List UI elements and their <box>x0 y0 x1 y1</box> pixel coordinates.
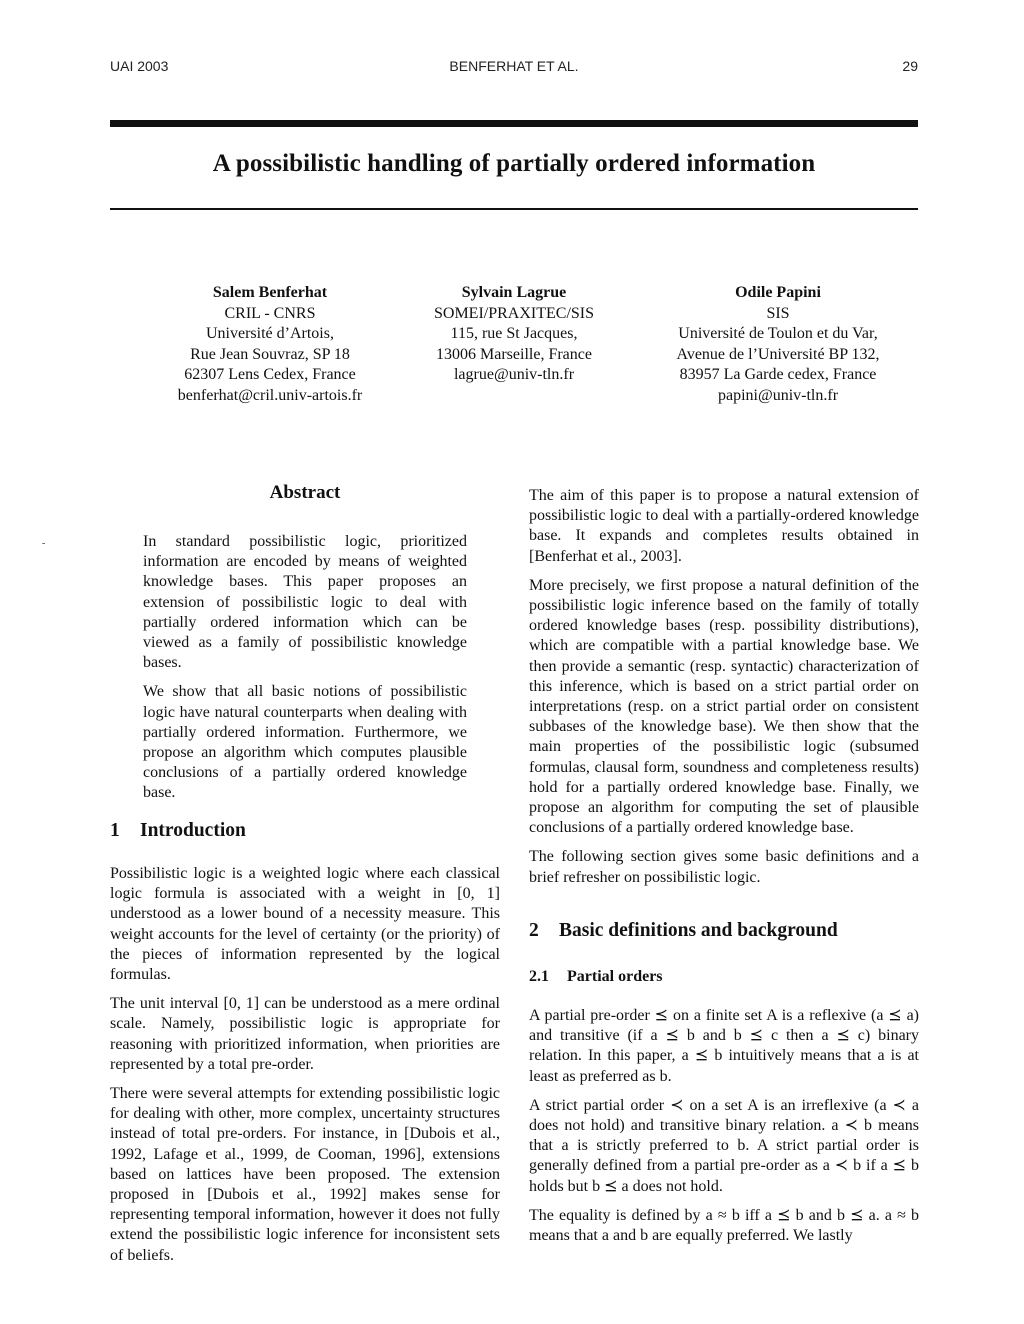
author-affiliation-line: SIS <box>766 304 790 322</box>
abstract-paragraph: In standard possibilistic logic, prioritized information are encoded by means of weighted knowledge bases. This paper proposes an extension of possibilistic logic to deal with partially ordered information which can be viewed as a family of possibilistic knowledge bases. <box>143 533 467 672</box>
author-address-line: Avenue de l’Université BP 132, <box>676 345 880 363</box>
author-affiliation-line: CRIL - CNRS <box>224 304 316 322</box>
author-name: Sylvain Lagrue <box>461 284 567 301</box>
header-authors: BENFERHAT ET AL. <box>449 58 579 74</box>
margin-mark: - <box>42 538 46 549</box>
introduction-body <box>110 864 500 1275</box>
subsection-number: 2.1 <box>529 968 549 985</box>
body-paragraph: The unit interval [0, 1] can be understood as a mere ordinal scale. Namely, possibilistic logic is appropriate for reasoning with prioritized information, when priorities are represented by a total pre-order. <box>110 995 500 1073</box>
author-name: Salem Benferhat <box>212 284 328 301</box>
body-paragraph: The aim of this paper is to propose a natural extension of possibilistic logic to deal with a partially-ordered knowledge base. It expands and completes results obtained in [Benferhat et al., 2003]. <box>529 487 919 565</box>
section-number: 1 <box>110 820 120 841</box>
subsection-title: Partial orders <box>567 968 663 985</box>
author-address-line: Rue Jean Souvraz, SP 18 <box>190 345 350 363</box>
author-email: papini@univ-tln.fr <box>717 386 839 404</box>
right-column-intro <box>529 486 919 897</box>
header-venue: UAI 2003 <box>110 58 169 74</box>
author-address-line: 62307 Lens Cedex, France <box>184 366 356 383</box>
section-title: Basic definitions and background <box>559 920 838 941</box>
section-heading-introduction <box>110 820 246 842</box>
body-paragraph: A partial pre-order ⪯ on a finite set A is a reflexive (a ⪯ a) and transitive (if a ⪯ b and b ⪯ c then a ⪯ c) binary relation. In this paper, a ⪯ b intuitively means that a is at least as preferred as b. <box>529 1007 919 1085</box>
title-bottom-rule <box>110 208 918 210</box>
partial-orders-body <box>529 1006 919 1255</box>
running-header <box>110 58 918 78</box>
title-top-rule <box>110 120 918 127</box>
author-name: Odile Papini <box>735 284 821 301</box>
abstract-heading: Abstract <box>269 482 341 503</box>
header-page-number: 29 <box>902 58 918 74</box>
author-email: benferhat@cril.univ-artois.fr <box>177 386 363 404</box>
section-heading-basic-definitions <box>529 920 838 942</box>
author-block-2 <box>384 283 644 386</box>
author-address-line: 13006 Marseille, France <box>436 345 592 363</box>
subsection-heading-partial-orders <box>529 968 663 986</box>
section-number: 2 <box>529 920 539 941</box>
body-paragraph: More precisely, we first propose a natural definition of the possibilistic logic inference based on the family of totally ordered knowledge bases (resp. possibility distributions), which are compatible with a partial knowledge base. We then provide a semantic (resp. syntactic) characterization of this inference, which is based on a strict partial order on interpretations (resp. on a strict partial order on consistent subbases of the knowledge base). We then show that the main properties of the possibilistic logic (subsumed formulas, clausal form, soundness and completeness results) hold for a partially ordered knowledge base. Finally, we propose an algorithm for computing the set of plausible conclusions of a partially ordered knowledge base. <box>529 576 919 837</box>
author-email: lagrue@univ-tln.fr <box>453 366 575 383</box>
author-block-3 <box>648 283 908 406</box>
author-address-line: 83957 La Garde cedex, France <box>679 366 877 383</box>
author-block-1 <box>140 283 400 406</box>
body-paragraph: The equality is defined by a ≈ b iff a ⪯ b and b ⪯ a. a ≈ b means that a and b are equally preferred. We lastly <box>529 1206 919 1245</box>
abstract-paragraph: We show that all basic notions of possibilistic logic have natural counterparts when dealing with partially ordered information. Furthermore, we propose an algorithm which computes plausible conclusions of a partially ordered knowledge base. <box>143 683 467 802</box>
body-paragraph: There were several attempts for extending possibilistic logic for dealing with other, more complex, uncertainty structures instead of total pre-orders. For instance, in [Dubois et al., 1992, Lafage et al., 1999, de Cooman, 1996], extensions based on lattices have been proposed. The extension proposed in [Dubois et al., 1992] makes sense for representing temporal information, however it does not fully extend the possibilistic logic inference for inconsistent sets of beliefs. <box>110 1085 500 1264</box>
body-paragraph: Possibilistic logic is a weighted logic where each classical logic formula is associated with a weight in [0, 1] understood as a lower bound of a necessity measure. This weight accounts for the level of certainty (or the priority) of the pieces of information represented by the logical formulas. <box>110 865 500 984</box>
author-address-line: 115, rue St Jacques, <box>450 325 578 342</box>
author-affiliation-line: Université de Toulon et du Var, <box>678 325 878 342</box>
body-paragraph: A strict partial order ≺ on a set A is an irreflexive (a ≺ a does not hold) and transitive binary relation. a ≺ b means that a is strictly preferred to b. A strict partial order is generally defined from a partial pre-order as a ≺ b if a ⪯ b holds but b ⪯ a does not hold. <box>529 1096 919 1195</box>
paper-title: A possibilistic handling of partially ordered information <box>212 150 816 177</box>
author-affiliation-line: SOMEI/PRAXITEC/SIS <box>433 304 595 322</box>
author-affiliation-line: Université d’Artois, <box>206 325 334 342</box>
body-paragraph: The following section gives some basic definitions and a brief refresher on possibilistic logic. <box>529 848 919 886</box>
section-title: Introduction <box>140 820 246 841</box>
abstract-body <box>143 532 467 813</box>
